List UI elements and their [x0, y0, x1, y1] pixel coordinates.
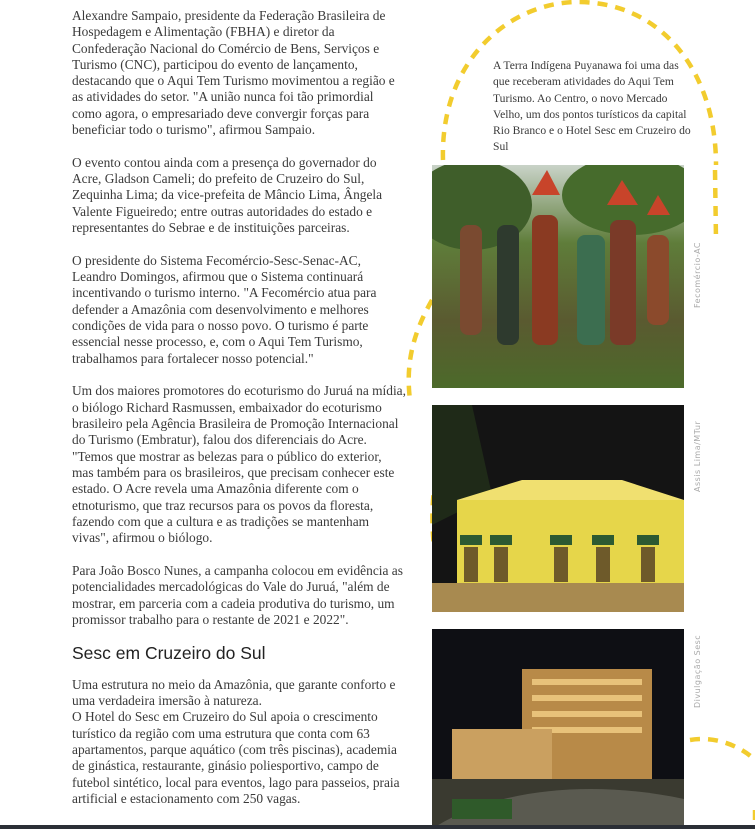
- paragraph: Alexandre Sampaio, presidente da Federação Brasileira de Hospedagem e Alimentação (FBHA) e diretor da Confederação Nacional do Comércio de Bens, Serviços e Turismo (CNC), participou do evento de lançamento, destacando que o Aqui Tem Turismo movimentou a região e as atividades do setor. "A união nunca foi tão primordial como agora, o empresariado deve convergir forças para beneficiar todo o turismo", afirmou Sampaio.: [72, 8, 395, 138]
- article-body: [72, 8, 406, 824]
- paragraph: Uma estrutura no meio da Amazônia, que garante conforto e uma verdadeira imersão à natureza.: [72, 676, 396, 709]
- section-heading: Sesc em Cruzeiro do Sul: [72, 642, 266, 663]
- photo-hotel-sesc: [432, 629, 684, 829]
- bottom-bar: [0, 825, 755, 829]
- photo-caption: A Terra Indígena Puyanawa foi uma das que receberam atividades do Aqui Tem Turismo. Ao Centro, o novo Mercado Velho, um dos pontos turísticos da capital Rio Branco e o Hotel Sesc em Cruzeiro do Sul: [493, 59, 691, 154]
- paragraph: O evento contou ainda com a presença do governador do Acre, Gladson Cameli; do prefeito de Cruzeiro do Sul, Zequinha Lima; da vice-prefeita de Mâncio Lima, Ângela Valente Figueiredo; entre outras autoridades do estado e representantes do Sebrae e de instituições parceiras.: [72, 154, 383, 236]
- paragraph: O presidente do Sistema Fecomércio-Sesc-Senac-AC, Leandro Domingos, afirmou que o Sistema continuará incentivando o turismo interno. "A Fecomércio atua para defender a Amazônia com desenvolvimento e melhores condições de vida para o nosso povo. O turismo é parte essencial nesse processo, e, com o Aqui Tem Turismo, trabalhamos para fortalecer nosso potencial.": [72, 252, 377, 366]
- photo-puyanawa-group: [432, 165, 684, 388]
- photo-credit: Assis Lima/MTur: [693, 420, 702, 492]
- photo-credit: Divulgação Sesc: [693, 634, 702, 708]
- paragraph: Para João Bosco Nunes, a campanha colocou em evidência as potencialidades mercadológicas do Vale do Juruá, "além de mostrar, em parceria com a cadeia produtiva do turismo, um promissor trabalho para o restante de 2021 e 2022".: [72, 562, 403, 627]
- paragraph: O Hotel do Sesc em Cruzeiro do Sul apoia o crescimento turístico da região com uma estrutura que conta com 63 apartamentos, parque aquático (com três piscinas), academia de ginástica, restaurante, ginásio poliesportivo, campo de futebol sintético, local para eventos, lago para passeios, praia artificial e estacionamento com 250 vagas.: [72, 709, 400, 806]
- paragraph: Um dos maiores promotores do ecoturismo do Juruá na mídia, o biólogo Richard Rasmussen, embaixador do ecoturismo brasileiro pela Agência Brasileira de Promoção Internacional do Turismo (Embratur), falou dos diferenciais do Acre. "Temos que mostrar as belezas para o público do exterior, mas também para os brasileiros, que precisam conhecer este estado. O Acre revela uma Amazônia diferente com o etnoturismo, que traz recursos para os povos da floresta, fazendo com que a cultura e as tradições se mantenham vivas", afirmou o biólogo.: [72, 383, 406, 546]
- photo-mercado-velho: [432, 405, 684, 612]
- photo-credit: Fecomércio-AC: [693, 242, 702, 308]
